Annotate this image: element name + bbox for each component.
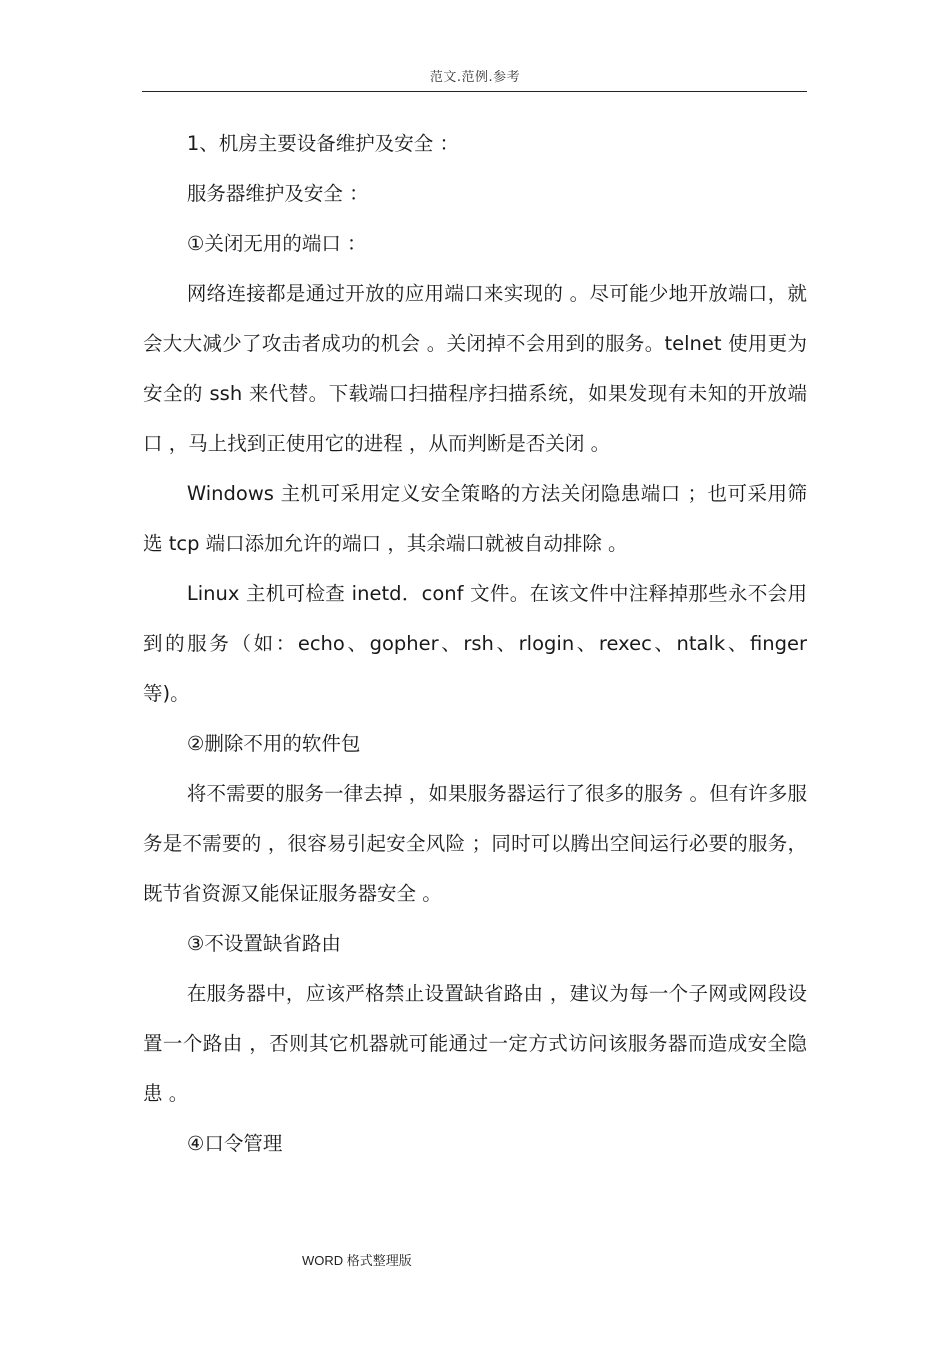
document-body [143,119,807,1169]
item-heading-default-route: ③不设置缺省路由 [186,932,341,955]
page-header: 范文.范例.参考 [429,70,521,85]
paragraph-remove-packages: 将不需要的服务一律去掉 ，如果服务器运行了很多的服务 。但有许多服务是不需要的 ，很容易引起安全风险 ；同时可以腾出空间运行必要的服务，既节省资源又能保证服务器安全 。 [143,782,807,905]
paragraph-default-route: 在服务器中，应该严格禁止设置缺省路由 ，建议为每一个子网或网段设置一个路由 ，否则其它机器就可能通过一定方式访问该服务器而造成安全隐患 。 [143,982,807,1105]
paragraph-close-ports: 网络连接都是通过开放的应用端口来实现的 。尽可能少地开放端口，就会大大减少了攻击者成功的机会 。关闭掉不会用到的服务。telnet 使用更为安全的 ssh 来代替。下载端口扫描程序扫描系统，如果发现有未知的开放端口 ，马上找到正使用它的进程 ，从而判断是否关闭 。 [143,282,807,455]
item-heading-remove-packages: ②删除不用的软件包 [186,732,361,755]
item-heading-password: ④口令管理 [186,1132,283,1155]
section-heading: 1、机房主要设备维护及安全 ： [186,132,459,155]
paragraph-windows: Windows 主机可采用定义安全策略的方法关闭隐患端口 ；也可采用筛选 tcp 端口添加允许的端口 ，其余端口就被自动排除 。 [143,482,807,555]
page-footer: WORD 格式整理版 [302,1253,412,1268]
paragraph-linux: Linux 主机可检查 inetd．conf 文件。在该文件中注释掉那些永不会用到的服务（如：echo、gopher、rsh、rlogin、rexec、ntalk、finger 等)。 [143,582,807,705]
subsection-heading: 服务器维护及安全 ： [186,182,369,205]
item-heading-close-ports: ①关闭无用的端口 ： [186,232,367,255]
header-divider [142,91,807,92]
